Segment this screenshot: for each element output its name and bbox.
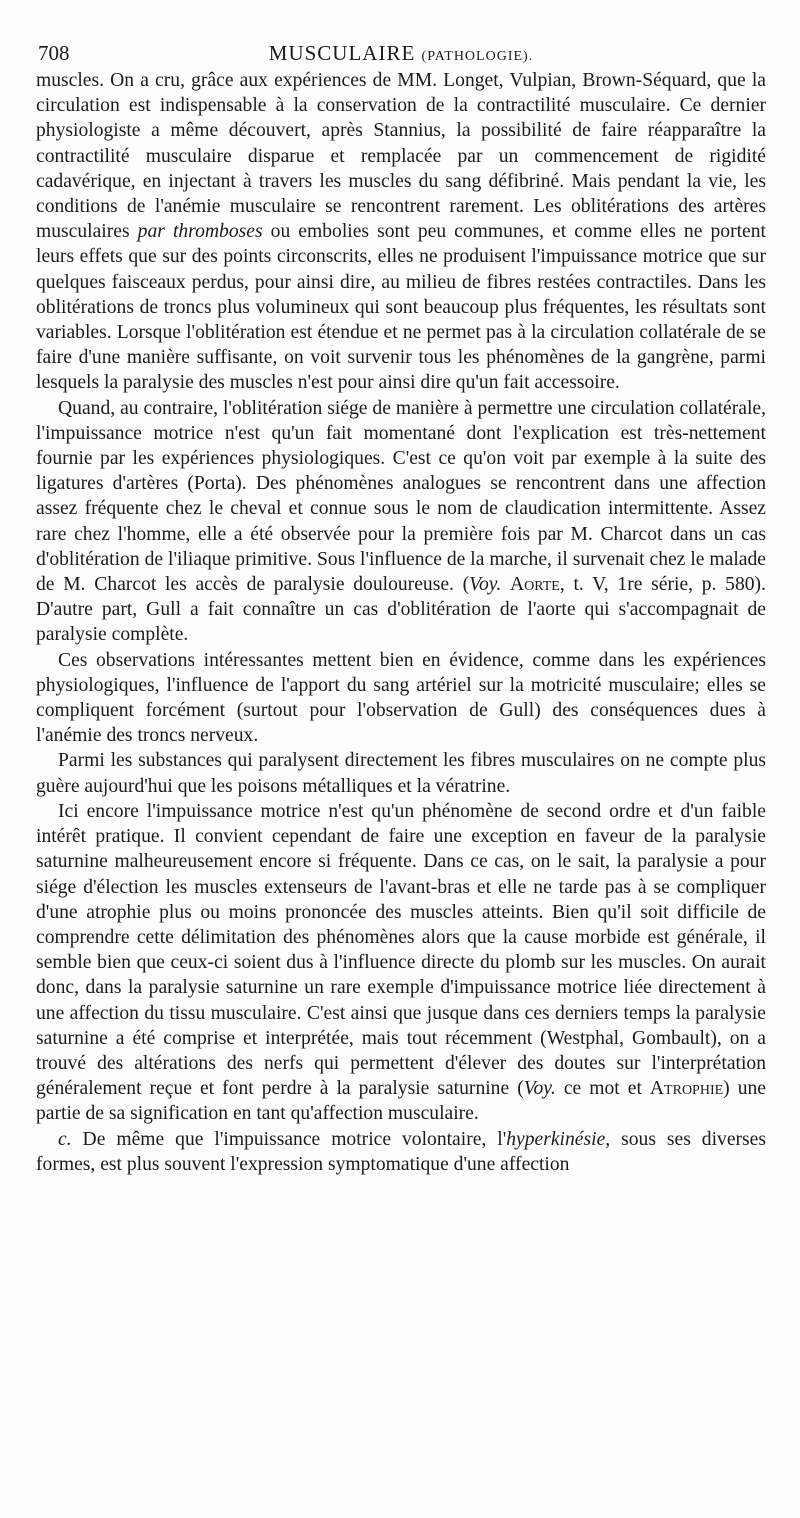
text-segment: ou embolies sont peu communes, et comme elles ne portent leurs effets que sur des points circonscrits, elles ne produisent l'impuissance motrice que sur quelques faisceaux perdus, pour ainsi dire, au milieu de fibres restées contractiles. Dans les oblitérations de troncs plus volumineux qui sont beaucoup plus fréquentes, les résultats sont variables. Lorsque l'oblitération est étendue et ne permet pas à la circulation collatérale de se faire d'une manière suffisante, on voit survenir tous les phénomènes de la gangrène, parmi lesquels la paralysie des muscles n'est pour ainsi dire qu'un fait accessoire. [36,221,766,394]
text-segment: muscles. On a cru, grâce aux expériences de MM. Longet, Vulpian, Brown-Séquard, que la circulation est indispensable à la conservation de la contractilité musculaire. Ce dernier physiologiste a même découvert, après Stannius, la possibilité de faire réapparaître la contractilité musculaire disparue et remplacée par un commencement de rigidité cadavérique, en injectant à travers les muscles du sang défibriné. Mais pendant la vie, les conditions de l'anémie musculaire se rencontrent rarement. Les oblitérations des artères musculaires [36,70,766,243]
text-segment: De même que l'impuissance motrice volontaire, l' [71,1128,507,1150]
paragraph-6 [36,1127,766,1177]
italic-term: par thromboses [137,221,263,243]
running-head [36,38,766,68]
text-segment: Ces observations intéressantes mettent bien en évidence, comme dans les expériences physiologiques, l'influence de l'apport du sang artériel sur la motricité musculaire; elles se compliquent forcément (surtout pour l'observation de Gull) des conséquences dues à l'anémie des troncs nerveux. [36,649,766,747]
text-segment: , sous ses diverses formes, est plus souvent l'expression symptomatique d'une affection [36,1128,767,1175]
text-segment: , t. V, 1re série, p. 580). D'autre part, Gull a fait connaître un cas d'oblitération de l'aorte qui s'accompagnait de paralysie complète. [36,574,766,646]
italic-ref: Voy. [523,1078,556,1100]
running-title-sub: (PATHOLOGIE). [421,49,534,64]
paragraph-5 [36,799,766,1127]
italic-ref: Voy. [469,574,502,596]
text-segment: Quand, au contraire, l'oblitération siége de manière à permettre une circulation collatérale, l'impuissance motrice n'est qu'un fait momentané dont l'explication est très-nettement fournie par les expériences physiologiques. C'est ce qu'on voit par exemple à la suite des ligatures d'artères (Porta). Des phénomènes analogues se rencontrent dans une affection assez fréquente chez le cheval et connue sous le nom de claudication intermittente. Assez rare chez l'homme, elle a été observée pour la première fois par M. Charcot dans un cas d'oblitération de l'iliaque primitive. Sous l'influence de la marche, il survenait chez le malade de M. Charcot les accès de paralysie douloureuse. ( [36,397,766,596]
paragraph-3 [36,648,766,749]
text-segment: ) une partie de sa signification en tant qu'affection musculaire. [36,1078,767,1125]
body-text [36,68,766,1177]
italic-term: hyperkinésie [506,1128,606,1150]
page-number: 708 [38,41,70,65]
paragraph-4 [36,748,766,798]
cross-ref: Atrophie [649,1078,724,1100]
text-segment: ce mot et [555,1078,650,1100]
section-marker: c. [58,1128,72,1150]
text-segment: Parmi les substances qui paralysent directement les fibres musculaires on ne compte plus guère aujourd'hui que les poisons métalliques et la vératrine. [36,750,766,797]
paragraph-1 [36,68,766,396]
running-title [36,38,766,72]
paragraph-2 [36,396,766,648]
text-segment: Ici encore l'impuissance motrice n'est qu'un phénomène de second ordre et d'un faible intérêt pratique. Il convient cependant de faire une exception en faveur de la paralysie saturnine malheureusement encore si fréquente. Dans ce cas, on le sait, la paralysie a pour siége d'élection les muscles extenseurs de l'avant-bras et elle ne tarde pas à se compliquer d'une atrophie plus ou moins prononcée des muscles atteints. Bien qu'il soit difficile de comprendre cette délimitation des phénomènes alors que la cause morbide est générale, il semble bien que ceux-ci soient dus à l'influence directe du plomb sur les muscles. On aurait donc, dans la paralysie saturnine un rare exemple d'impuissance motrice liée directement à une affection du tissu musculaire. C'est ainsi que jusque dans ces derniers temps la paralysie saturnine a été comprise et interprétée, mais tout récemment (Westphal, Gombault), on a trouvé des altérations des nerfs qui permettent d'élever des doutes sur l'interprétation généralement reçue et font perdre à la paralysie saturnine ( [36,800,766,1100]
text-segment [501,574,510,595]
running-title-main: MUSCULAIRE [268,41,416,65]
cross-ref: Aorte [509,574,560,596]
